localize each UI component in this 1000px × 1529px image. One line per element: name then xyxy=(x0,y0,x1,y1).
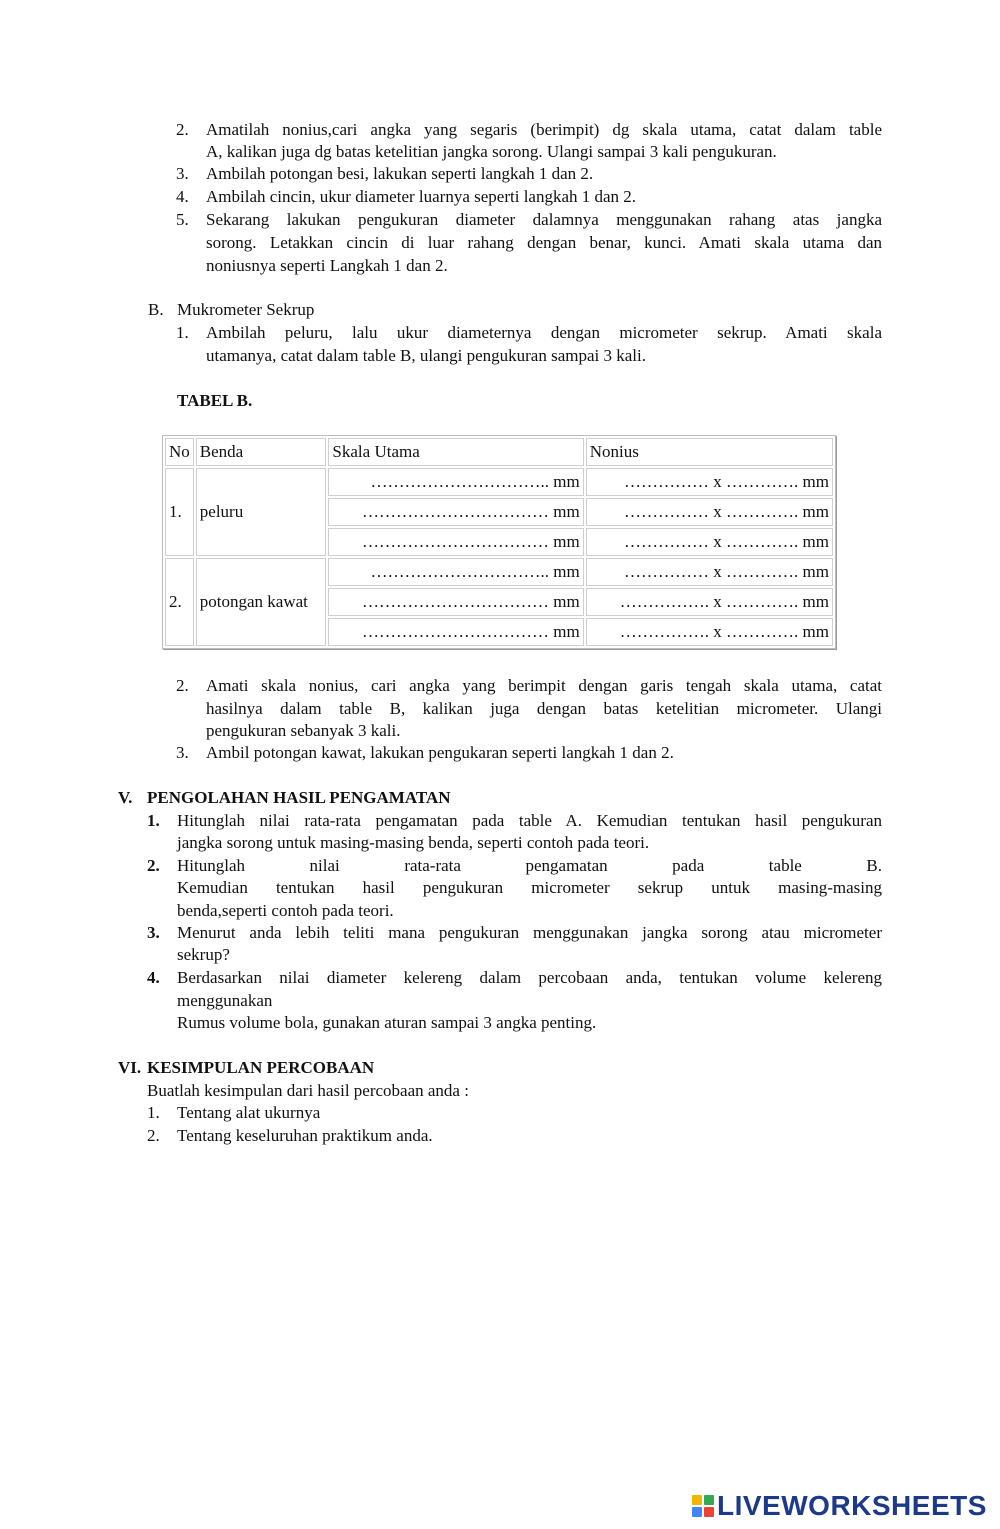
step-text-line: Ambil potongan kawat, lakukan pengukaran seperti langkah 1 dan 2. xyxy=(206,743,674,762)
item-number: 2. xyxy=(147,856,160,875)
item-text-line: Berdasarkan nilai diameter kelereng dalam percobaan anda, tentukan volume kelereng xyxy=(177,968,882,987)
step-number: 2. xyxy=(176,120,189,139)
row-benda: potongan kawat xyxy=(196,558,327,646)
step-text-line: Amati skala nonius, cari angka yang berimpit dengan garis tengah skala utama, catat xyxy=(206,676,882,695)
step-text-line: Amatilah nonius,cari angka yang segaris (berimpit) dg skala utama, catat dalam table xyxy=(206,120,882,139)
item-text-line: Hitunglah nilai rata-rata pengamatan pada table A. Kemudian tentukan hasil pengukuran xyxy=(177,811,882,830)
step-number: 3. xyxy=(176,743,189,762)
item-number: 4. xyxy=(147,968,160,987)
table-row xyxy=(165,558,833,586)
nonius-blank[interactable]: …………… x …………. mm xyxy=(586,468,833,496)
section-vi-intro: Buatlah kesimpulan dari hasil percobaan anda : xyxy=(147,1081,469,1100)
item-number: 1. xyxy=(147,811,160,830)
step-number: 3. xyxy=(176,164,189,183)
item-number: 2. xyxy=(147,1126,160,1145)
row-no: 1. xyxy=(165,468,194,556)
step-text-line: noniusnya seperti Langkah 1 dan 2. xyxy=(206,256,448,275)
liveworksheets-logo[interactable] xyxy=(692,1488,987,1524)
header-skala-utama: Skala Utama xyxy=(328,438,583,466)
item-text-line: sekrup? xyxy=(177,945,230,964)
step-text-line: Ambilah cincin, ukur diameter luarnya seperti langkah 1 dan 2. xyxy=(206,187,637,206)
nonius-blank[interactable]: ……………. x …………. mm xyxy=(586,618,833,646)
header-nonius: Nonius xyxy=(586,438,833,466)
item-text-line: menggunakan xyxy=(177,991,273,1010)
item-number: 1. xyxy=(147,1103,160,1122)
section-v-label: V. xyxy=(118,788,133,807)
nonius-blank[interactable]: …………… x …………. mm xyxy=(586,558,833,586)
skala-utama-blank[interactable]: …………………………… mm xyxy=(328,498,583,526)
logo-tile xyxy=(692,1495,702,1505)
section-vi-label: VI. xyxy=(118,1058,142,1077)
step-text-line: pengukuran sebanyak 3 kali. xyxy=(206,721,401,740)
liveworksheets-logo-icon xyxy=(692,1495,714,1517)
step-number: 5. xyxy=(176,210,189,229)
logo-tile xyxy=(692,1507,702,1517)
step-text-line: utamanya, catat dalam table B, ulangi pengukuran sampai 3 kali. xyxy=(206,346,646,365)
nonius-blank[interactable]: …………… x …………. mm xyxy=(586,498,833,526)
step-text-line: Sekarang lakukan pengukuran diameter dalamnya menggunakan rahang atas jangka xyxy=(206,210,882,229)
item-number: 3. xyxy=(147,923,160,942)
step-number: 1. xyxy=(176,323,189,342)
section-vi-title: KESIMPULAN PERCOBAAN xyxy=(147,1058,375,1077)
nonius-blank[interactable]: …………… x …………. mm xyxy=(586,528,833,556)
step-text-line: hasilnya dalam table B, kalikan juga dengan batas ketelitian micrometer. Ulangi xyxy=(206,699,882,718)
step-number: 4. xyxy=(176,187,189,206)
item-text-line: Kemudian tentukan hasil pengukuran micrometer sekrup untuk masing-masing xyxy=(177,878,882,897)
logo-tile xyxy=(704,1495,714,1505)
logo-text: LIVEWORKSHEETS xyxy=(717,1490,987,1521)
row-no: 2. xyxy=(165,558,194,646)
header-no: No xyxy=(165,438,194,466)
table-header-row xyxy=(165,438,833,466)
skala-utama-blank[interactable]: …………………………… mm xyxy=(328,588,583,616)
step-number: 2. xyxy=(176,676,189,695)
section-v-title: PENGOLAHAN HASIL PENGAMATAN xyxy=(147,788,451,807)
item-text: Tentang keseluruhan praktikum anda. xyxy=(177,1126,433,1145)
step-text-line: Ambilah potongan besi, lakukan seperti langkah 1 dan 2. xyxy=(206,164,594,183)
item-text-line: Menurut anda lebih teliti mana pengukuran menggunakan jangka sorong atau micrometer xyxy=(177,923,882,942)
header-benda: Benda xyxy=(196,438,327,466)
nonius-blank[interactable]: ……………. x …………. mm xyxy=(586,588,833,616)
item-text-line: Hitunglah nilai rata-rata pengamatan pada table B. xyxy=(177,856,882,875)
table-title: TABEL B. xyxy=(177,391,253,410)
skala-utama-blank[interactable]: …………………………… mm xyxy=(328,528,583,556)
step-text-line: Ambilah peluru, lalu ukur diameternya dengan micrometer sekrup. Amati skala xyxy=(206,323,882,342)
skala-utama-blank[interactable]: ………………………….. mm xyxy=(328,468,583,496)
step-text-line: sorong. Letakkan cincin di luar rahang dengan benar, kunci. Amati skala utama dan xyxy=(206,233,882,252)
measurement-table xyxy=(162,435,836,649)
item-text: Tentang alat ukurnya xyxy=(177,1103,321,1122)
skala-utama-blank[interactable]: ………………………….. mm xyxy=(328,558,583,586)
item-text-line: Rumus volume bola, gunakan aturan sampai 3 angka penting. xyxy=(177,1013,597,1032)
item-text-line: benda,seperti contoh pada teori. xyxy=(177,901,394,920)
skala-utama-blank[interactable]: …………………………… mm xyxy=(328,618,583,646)
step-text-line: A, kalikan juga dg batas ketelitian jangka sorong. Ulangi sampai 3 kali pengukuran. xyxy=(206,142,777,161)
table-row xyxy=(165,468,833,496)
section-b-label: B. xyxy=(148,300,164,319)
item-text-line: jangka sorong untuk masing-masing benda, seperti contoh pada teori. xyxy=(177,833,650,852)
section-b-title: Mukrometer Sekrup xyxy=(177,300,315,319)
logo-tile xyxy=(704,1507,714,1517)
row-benda: peluru xyxy=(196,468,327,556)
